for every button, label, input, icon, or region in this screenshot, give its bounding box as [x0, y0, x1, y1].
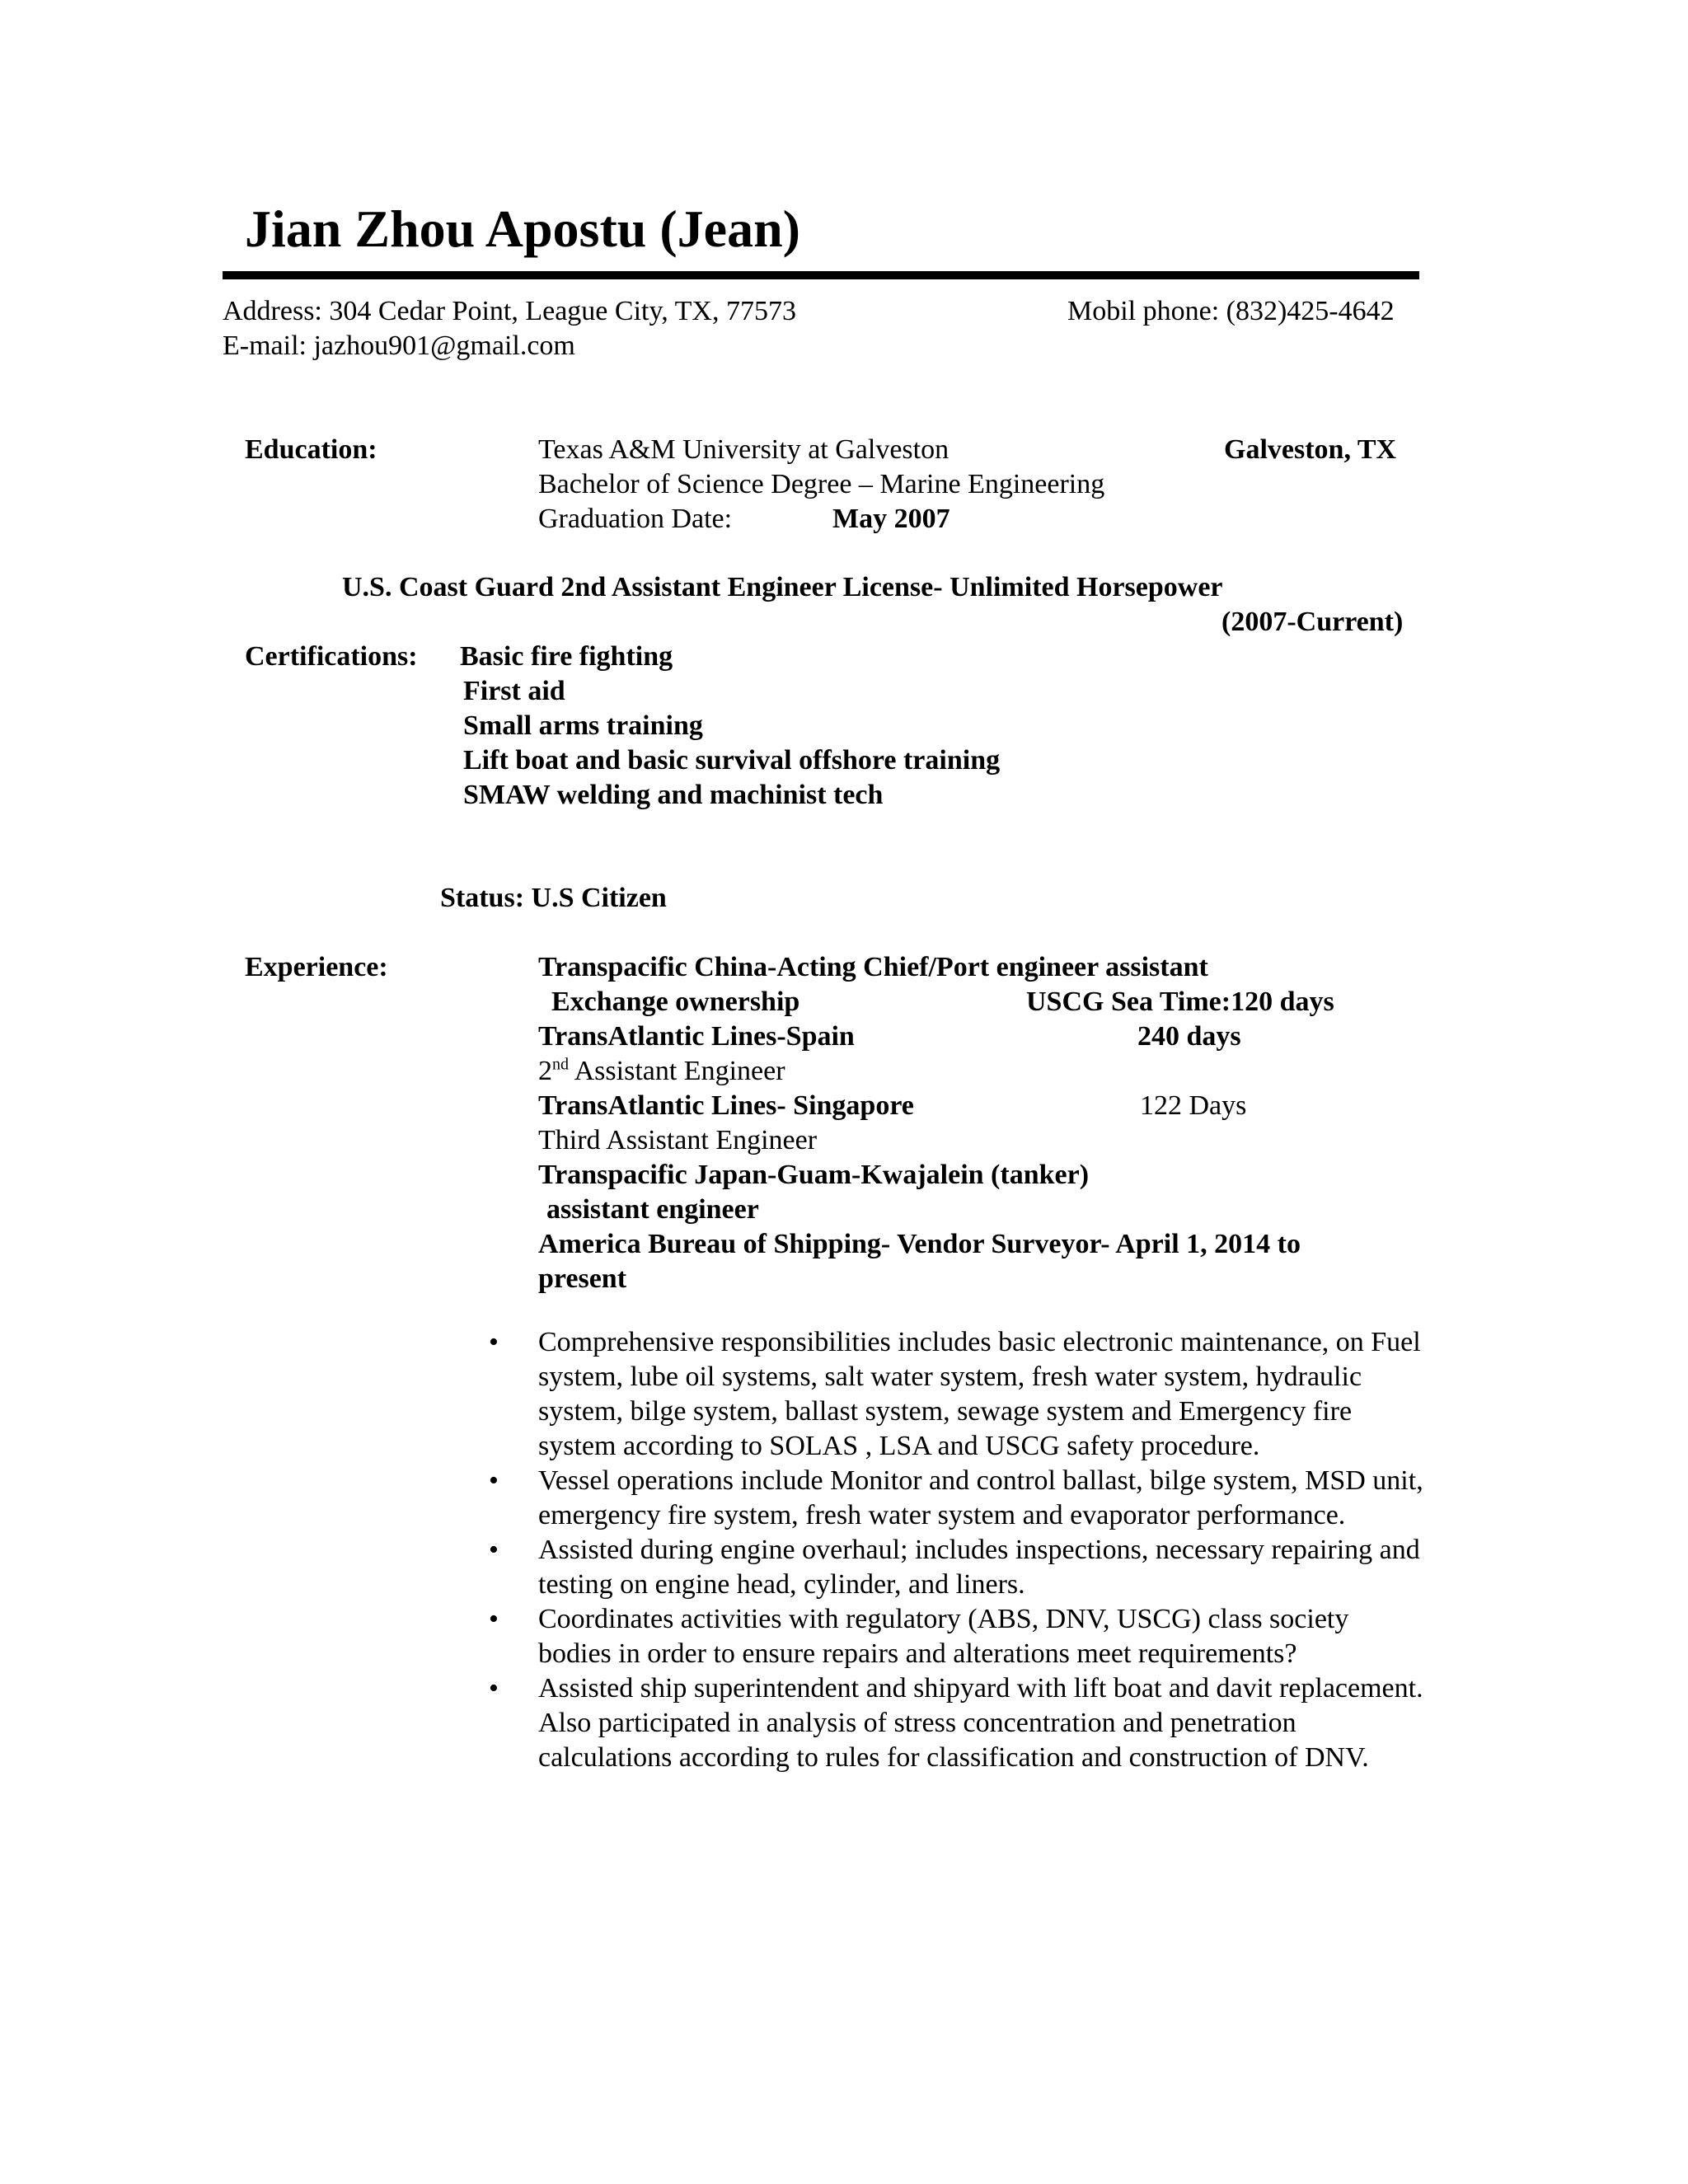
- job-role-text: Assistant Engineer: [569, 1056, 785, 1086]
- license-period: (2007-Current): [1221, 607, 1404, 637]
- bullet-icon: •: [489, 1465, 499, 1496]
- job-title: Transpacific Japan-Guam-Kwajalein (tanker): [538, 1160, 1090, 1190]
- education-location: Galveston, TX: [1224, 434, 1397, 465]
- list-item: [489, 1671, 1428, 1775]
- graduation-label: Graduation Date:: [538, 504, 733, 534]
- job-role: Third Assistant Engineer: [538, 1125, 818, 1155]
- responsibilities-list: [489, 1325, 1428, 1775]
- job-role: [538, 1054, 785, 1089]
- list-item: [489, 1602, 1428, 1671]
- job-role-number: 2: [538, 1056, 552, 1086]
- job-title: TransAtlantic Lines- Singapore: [538, 1090, 914, 1121]
- certification-item: Small arms training: [463, 710, 703, 741]
- job-title: Transpacific China-Acting Chief/Port engineer assistant: [538, 952, 1208, 982]
- job-title: America Bureau of Shipping- Vendor Surveyor- April 1, 2014 to: [538, 1229, 1301, 1259]
- certification-item: Lift boat and basic survival offshore training: [463, 745, 1001, 776]
- education-school: Texas A&M University at Galveston: [538, 434, 950, 465]
- job-subtitle: Exchange ownership: [551, 987, 800, 1017]
- email-line: E-mail: jazhou901@gmail.com: [223, 330, 575, 361]
- bullet-icon: •: [489, 1327, 499, 1357]
- bullet-icon: •: [489, 1535, 499, 1565]
- job-role: assistant engineer: [546, 1194, 759, 1225]
- certification-item: Basic fire fighting: [460, 641, 673, 672]
- license-title: U.S. Coast Guard 2nd Assistant Engineer License- Unlimited Horsepower: [342, 572, 1223, 602]
- certifications-heading: Certifications:: [245, 641, 418, 672]
- address-line: Address: 304 Cedar Point, League City, TX, 77573: [223, 296, 796, 326]
- experience-heading: Experience:: [245, 952, 388, 982]
- bullet-text: Coordinates activities with regulatory (ABS, DNV, USCG) class society bodies in order to ensure repairs and alterations meet requirements?: [538, 1604, 1349, 1669]
- list-item: [489, 1325, 1428, 1464]
- certification-item: First aid: [463, 676, 565, 706]
- job-sea-time: 240 days: [1137, 1021, 1241, 1052]
- education-heading: Education:: [245, 434, 377, 465]
- bullet-text: Assisted ship superintendent and shipyard with lift boat and davit replacement. Also participated in analysis of stress concentration and penetration calculations according to rules for classification and construction of DNV.: [538, 1673, 1423, 1773]
- bullet-text: Comprehensive responsibilities includes basic electronic maintenance, on Fuel system, lube oil systems, salt water system, fresh water system, hydraulic system, bilge system, ballast system, sewage system and Emergency fire system according to SOLAS , LSA and USCG safety procedure.: [538, 1327, 1421, 1461]
- header-divider: [223, 271, 1419, 279]
- job-role-ordinal: nd: [552, 1055, 569, 1074]
- job-title: TransAtlantic Lines-Spain: [538, 1021, 855, 1052]
- bullet-text: Assisted during engine overhaul; includes inspections, necessary repairing and testing on engine head, cylinder, and liners.: [538, 1535, 1420, 1600]
- job-sea-time: 122 Days: [1140, 1090, 1247, 1121]
- resume-name: Jian Zhou Apostu (Jean): [245, 199, 800, 258]
- certification-item: SMAW welding and machinist tech: [463, 780, 884, 810]
- bullet-icon: •: [489, 1673, 499, 1704]
- list-item: [489, 1533, 1428, 1602]
- education-degree: Bachelor of Science Degree – Marine Engineering: [538, 469, 1105, 499]
- bullet-text: Vessel operations include Monitor and control ballast, bilge system, MSD unit, emergency fire system, fresh water system and evaporator performance.: [538, 1465, 1423, 1530]
- citizenship-status: Status: U.S Citizen: [440, 883, 667, 913]
- job-sea-time: USCG Sea Time:120 days: [1026, 987, 1334, 1017]
- job-title-continued: present: [538, 1263, 627, 1294]
- phone-line: Mobil phone: (832)425-4642: [1067, 296, 1395, 326]
- bullet-icon: •: [489, 1604, 499, 1634]
- graduation-date: May 2007: [832, 504, 950, 534]
- list-item: [489, 1464, 1428, 1533]
